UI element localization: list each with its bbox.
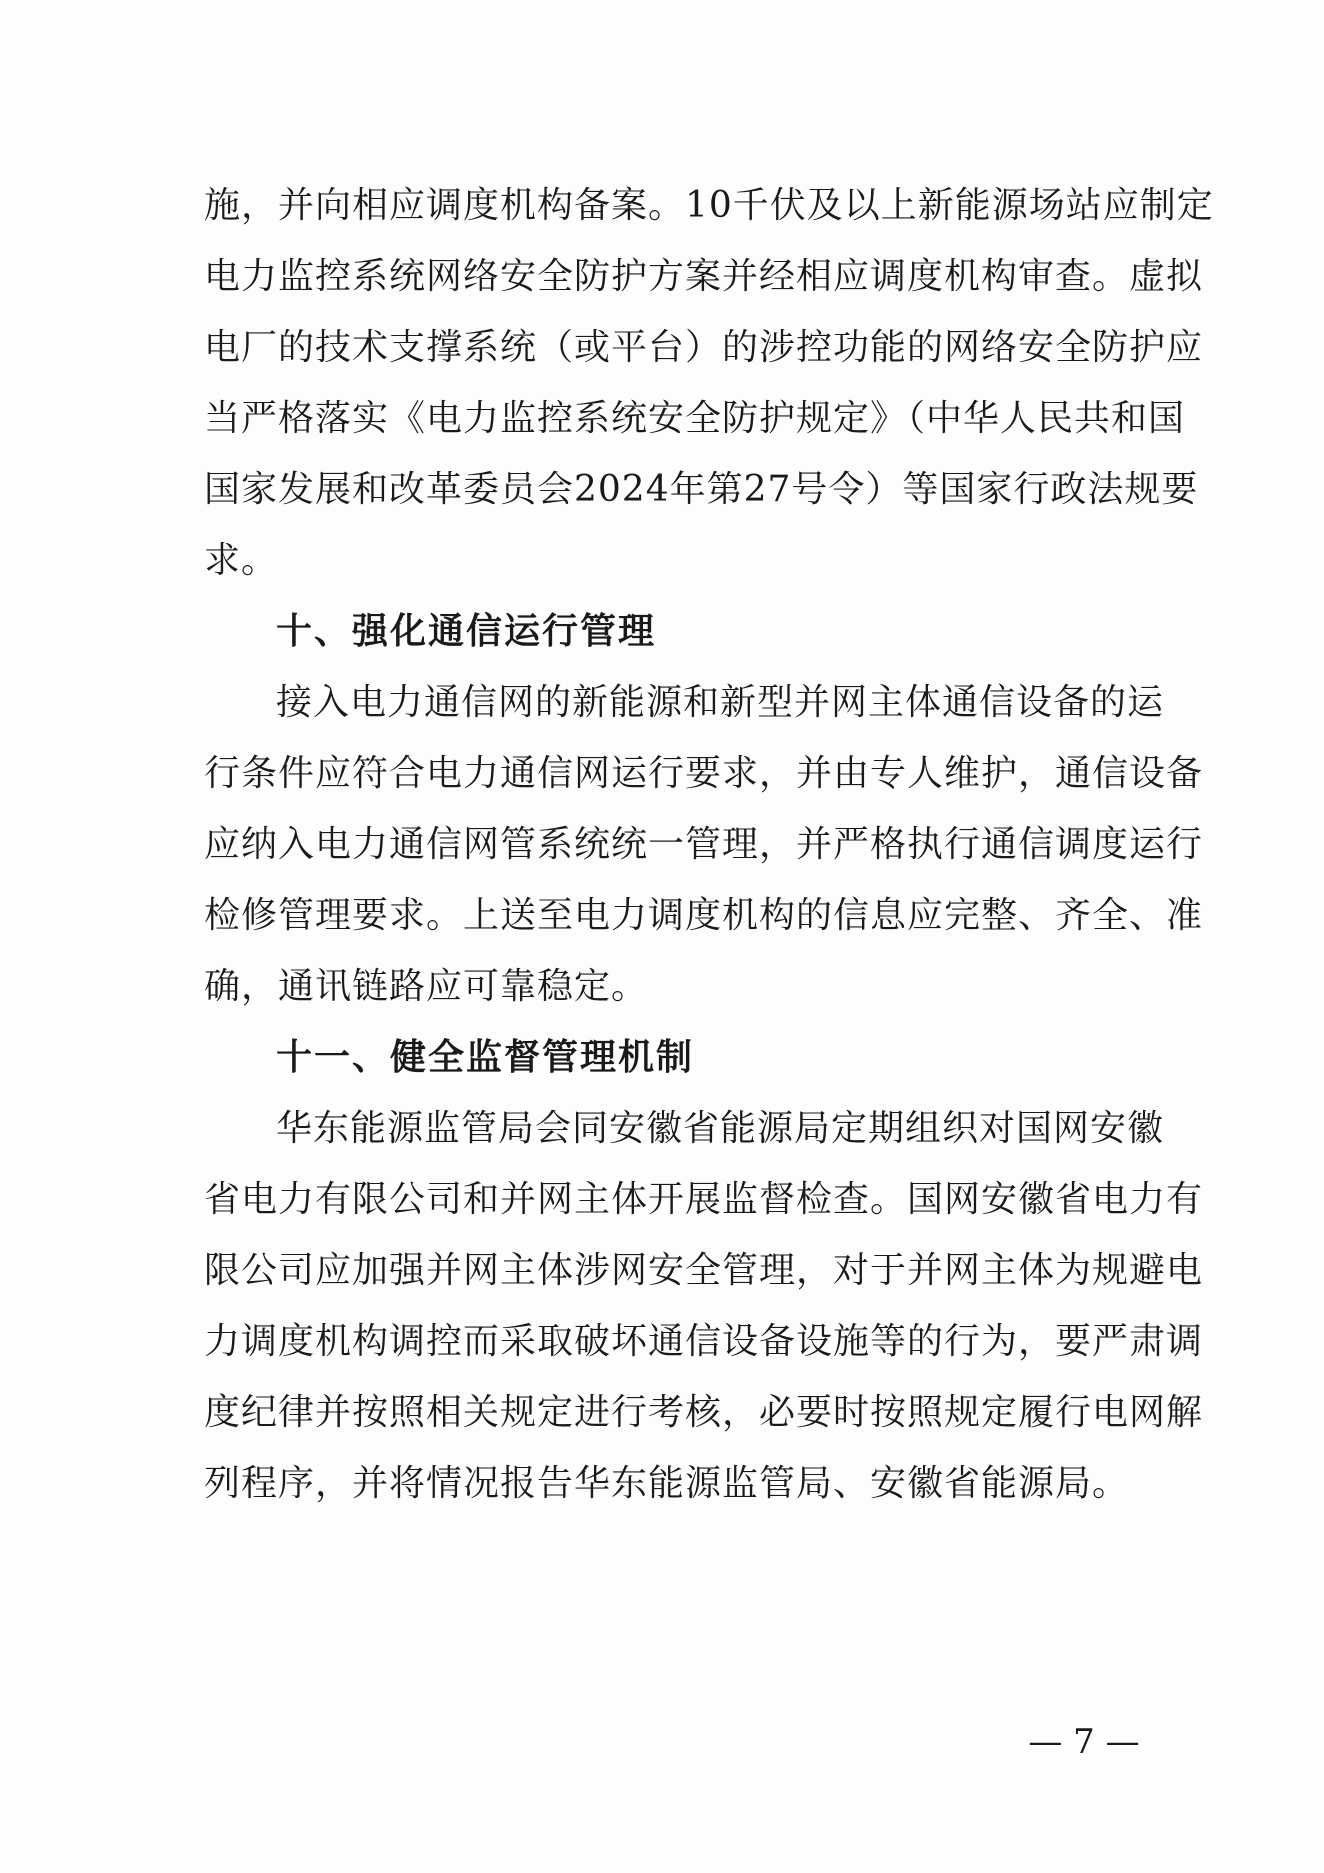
text-line: 确，通讯链路应可靠稳定。 bbox=[204, 966, 649, 1007]
text-line: 电力监控系统网络安全防护方案并经相应调度机构审查。虚拟 bbox=[204, 256, 1204, 297]
text-line: 接入电力通信网的新能源和新型并网主体通信设备的运 bbox=[276, 682, 1165, 723]
section-11-paragraph bbox=[204, 1093, 1204, 1519]
page-number: — 7 — bbox=[1028, 1722, 1140, 1762]
text-line: 力调度机构调控而采取破坏通信设备设施等的行为，要严肃调 bbox=[204, 1321, 1204, 1362]
document-body bbox=[204, 170, 1214, 1519]
text-line: 当严格落实《电力监控系统安全防护规定》（中华人民共和国 bbox=[204, 398, 1186, 439]
section-heading-10: 十、强化通信运行管理 bbox=[276, 611, 657, 652]
text-line: 施，并向相应调度机构备案。10千伏及以上新能源场站应制定 bbox=[204, 185, 1214, 226]
text-line: 求。 bbox=[204, 540, 279, 581]
text-line: 检修管理要求。上送至电力调度机构的信息应完整、齐全、准 bbox=[204, 895, 1204, 936]
text-line: 华东能源监管局会同安徽省能源局定期组织对国网安徽 bbox=[276, 1108, 1165, 1149]
text-line: 应纳入电力通信网管系统统一管理，并严格执行通信调度运行 bbox=[204, 824, 1204, 865]
text-line: 国家发展和改革委员会2024年第27号令）等国家行政法规要 bbox=[204, 469, 1199, 510]
text-line: 度纪律并按照相关规定进行考核，必要时按照规定履行电网解 bbox=[204, 1392, 1204, 1433]
text-line: 限公司应加强并网主体涉网安全管理，对于并网主体为规避电 bbox=[204, 1250, 1204, 1291]
paragraph-continuation bbox=[204, 170, 1214, 596]
text-line: 行条件应符合电力通信网运行要求，并由专人维护，通信设备 bbox=[204, 753, 1204, 794]
section-heading-11: 十一、健全监督管理机制 bbox=[276, 1037, 695, 1078]
text-line: 电厂的技术支撑系统（或平台）的涉控功能的网络安全防护应 bbox=[204, 327, 1204, 368]
text-line: 省电力有限公司和并网主体开展监督检查。国网安徽省电力有 bbox=[204, 1179, 1204, 1220]
text-line: 列程序，并将情况报告华东能源监管局、安徽省能源局。 bbox=[204, 1463, 1130, 1504]
section-10-paragraph bbox=[204, 667, 1204, 1022]
